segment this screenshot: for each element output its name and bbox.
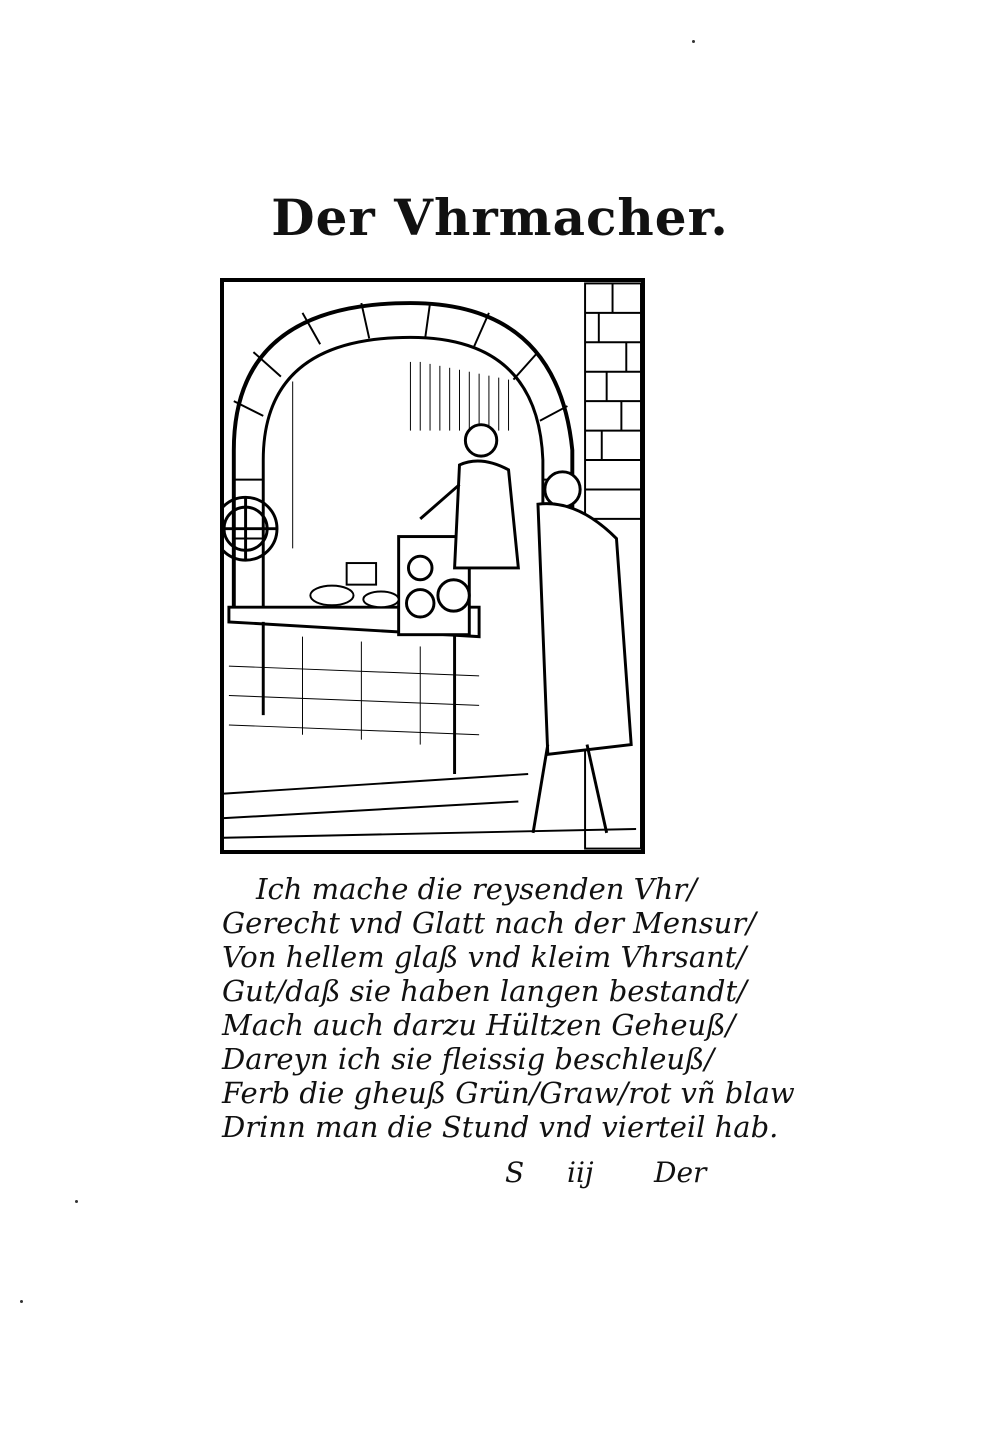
verse-block	[222, 872, 795, 1144]
verse-line: Gut/daß sie haben langen bestandt/	[222, 974, 747, 1008]
verse-line: Gerecht vnd Glatt nach der Mensur/	[222, 906, 756, 940]
verse-line: Ich mache die reysenden Vhr/	[256, 872, 697, 906]
signature-number: iij	[567, 1156, 594, 1189]
verse-line: Drinn man die Stund vnd vierteil hab.	[222, 1110, 779, 1144]
page-title: Der Vhrmacher.	[271, 188, 729, 247]
signature-letter: S	[505, 1156, 525, 1189]
paper-speck	[692, 40, 695, 43]
clockmaker-woodcut-icon	[220, 278, 645, 854]
paper-speck	[20, 1300, 23, 1303]
verse-line: Von hellem glaß vnd kleim Vhrsant/	[222, 940, 747, 974]
verse-line: Mach auch darzu Hültzen Geheuß/	[222, 1008, 736, 1042]
page-footer	[0, 1156, 1000, 1192]
catchword: Der	[654, 1156, 707, 1189]
verse-line: Ferb die gheuß Grün/Graw/rot vñ blaw	[222, 1076, 795, 1110]
verse-line: Dareyn ich sie fleissig beschleuß/	[222, 1042, 715, 1076]
paper-speck	[75, 1200, 78, 1203]
